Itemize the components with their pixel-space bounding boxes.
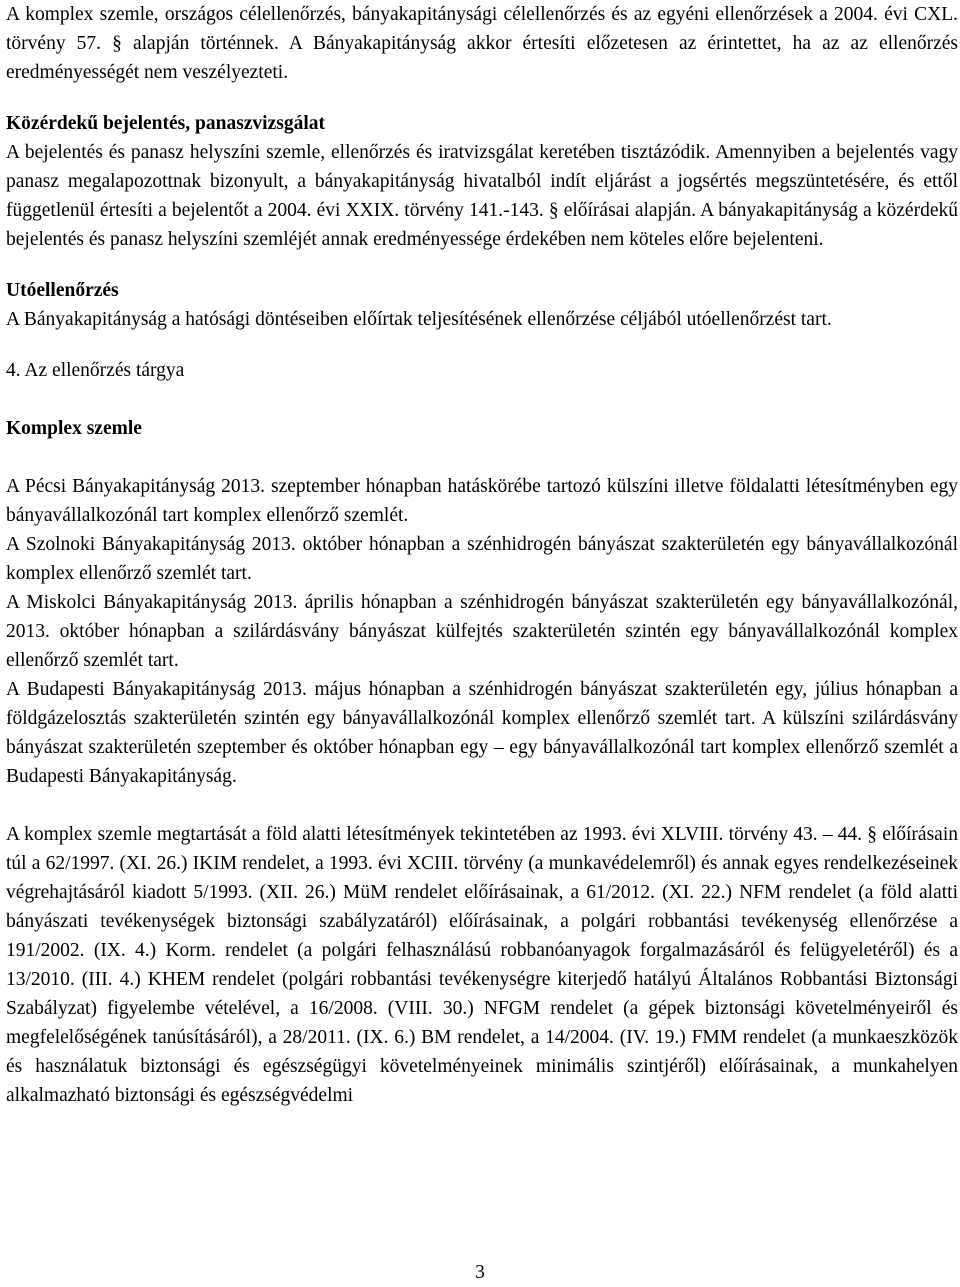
page-number: 3 <box>475 1262 485 1283</box>
inspection-szolnok: A Szolnoki Bányakapitányság 2013. október hónapban a szénhidrogén bányászat szakterületén egy bányavállalkozónál komplex ellenőrző szemlét tart. <box>6 534 958 584</box>
spacer <box>6 791 958 820</box>
intro-paragraph: A komplex szemle, országos célellenőrzés, bányakapitánysági célellenőrzés és az egyéni ellenőrzések a 2004. évi CXL. törvény 57. § alapján történnek. A Bányakapitányság akkor értesíti előzetesen az érintettet, ha az az ellenőrzés eredményességét nem veszélyezteti. <box>6 4 958 83</box>
spacer <box>6 443 958 472</box>
document-page <box>6 0 958 1110</box>
inspection-miskolc: A Miskolci Bányakapitányság 2013. április hónapban a szénhidrogén bányászat szakterületén egy bányavállalkozónál, 2013. október hónapban a szilárdásvány bányászat külfejtés szakterületén szintén egy bányavállalkozónál komplex ellenőrző szemlét tart. <box>6 592 958 671</box>
inspection-pecs: A Pécsi Bányakapitányság 2013. szeptember hónapban hatáskörébe tartozó külszíni illetve földalatti létesítményben egy bányavállalkozónál tart komplex ellenőrző szemlét. <box>6 476 958 526</box>
public-interest-heading: Közérdekű bejelentés, panaszvizsgálat <box>6 113 326 134</box>
public-interest-paragraph: A bejelentés és panasz helyszíni szemle, ellenőrzés és iratvizsgálat keretében tisztázódik. Amennyiben a bejelentés vagy panasz megalapozottnak bizonyult, a bányakapitányság hivatalból indít eljárást a jogsértés megszüntetésére, és ettől függetlenül értesíti a bejelentőt a 2004. évi XXIX. törvény 141.-143. § előírásai alapján. A bányakapitányság a közérdekű bejelentés és panasz helyszíni szemléjét annak eredményessége érdekében nem köteles előre bejelenteni. <box>6 142 958 250</box>
follow-up-heading: Utóellenőrzés <box>6 280 119 301</box>
follow-up-paragraph: A Bányakapitányság a hatósági döntéseiben előírtak teljesítésének ellenőrzése céljából utóellenőrzést tart. <box>6 309 832 330</box>
section-title: 4. Az ellenőrzés tárgya <box>6 360 185 381</box>
spacer <box>6 385 958 414</box>
legal-basis-paragraph: A komplex szemle megtartását a föld alatti létesítmények tekintetében az 1993. évi XLVIII. törvény 43. – 44. § előírásain túl a 62/1997. (XI. 26.) IKIM rendelet, a 1993. évi XCIII. törvény (a munkavédelemről) és annak egyes rendelkezéseinek végrehajtásáról kiadott 5/1993. (XII. 26.) MüM rendelet előírásainak, a 61/2012. (XI. 22.) NFM rendelet (a föld alatti bányászati tevékenységek biztonsági szabályzatáról) előírásainak, a polgári robbantási tevékenység ellenőrzése a 191/2002. (IX. 4.) Korm. rendelet (a polgári felhasználású robbanóanyagok forgalmazásáról és felügyeletéről) és a 13/2010. (III. 4.) KHEM rendelet (polgári robbantási tevékenységre kiterjedő hatályú Általános Robbantási Biztonsági Szabályzat) figyelembe vételével, a 16/2008. (VIII. 30.) NFGM rendelet (a gépek biztonsági követelményeiről és megfelelőségének tanúsításáról), a 28/2011. (IX. 6.) BM rendelet, a 14/2004. (IV. 19.) FMM rendelet (a munkaeszközök és használatuk biztonsági és egészségügyi követelményeinek minimális szintjéről) előírásainak, a munkahelyen alkalmazható biztonsági és egészségvédelmi <box>6 824 958 1106</box>
complex-inspection-heading: Komplex szemle <box>6 418 142 439</box>
spacer <box>6 87 958 109</box>
inspection-budapest: A Budapesti Bányakapitányság 2013. május hónapban a szénhidrogén bányászat szakterületén egy, július hónapban a földgázelosztás szakterületén szintén egy bányavállalkozónál komplex ellenőrző szemlét tart. A külszíni szilárdásvány bányászat szakterületén szeptember és október hónapban egy – egy bányavállalkozónál tart komplex ellenőrző szemlét a Budapesti Bányakapitányság. <box>6 679 958 787</box>
spacer <box>6 334 958 356</box>
spacer <box>6 254 958 276</box>
